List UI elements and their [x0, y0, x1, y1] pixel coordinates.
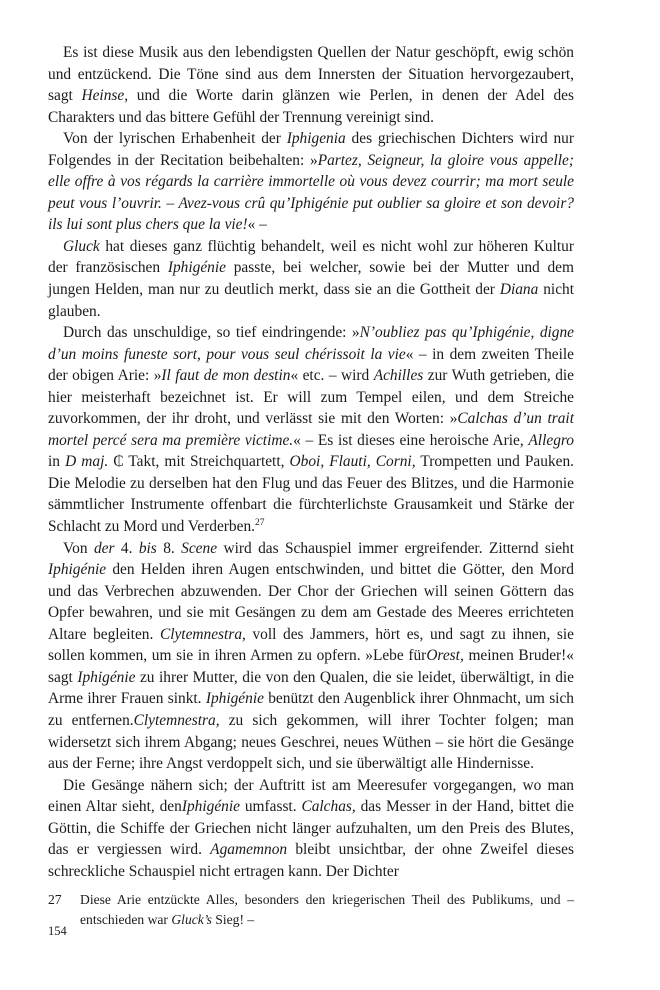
italic-text: Clytemnestra, [133, 711, 220, 729]
text-run: Es ist diese Musik aus den lebendigsten Quellen der Natur geschöpft, ewig schön und entzückend. Die Töne sind aus dem Innersten der Situation hervorgezaubert, sagt [48, 44, 574, 105]
text-run: « – Es ist dieses eine heroische Arie, [293, 431, 529, 449]
paragraph [48, 128, 574, 236]
text-run: passte, bei welcher, sowie bei der Mutter und dem jungen Helden, man nur zu deutlich merkt, dass sie an die Gottheit der [48, 259, 574, 299]
italic-text: bis [138, 539, 157, 557]
text-run: ₵ Takt, mit Streichquartett, [108, 453, 290, 471]
text-run: Trompetten und Pauken. Die Melodie zu derselben hat den Flug und das Feuer des Blitzes, und die Harmonie sämmtlicher Instrumente offenbart die fürchterlichste Grausamkeit und Stärke der Schlacht zu Mord und Verderben. [48, 453, 575, 536]
italic-text: Calchas, [301, 798, 356, 816]
text-run: 8. [156, 539, 182, 557]
paragraph [48, 775, 574, 883]
italic-text: Diana [499, 281, 539, 299]
text-run: Die Gesänge nähern sich; der Auftritt ist am Meeresufer vorgegangen, wo man einen Altar sieht, den [48, 776, 574, 816]
page-number: 154 [48, 924, 67, 938]
text-run: wird das Schauspiel immer ergreifender. Zitternd sieht [217, 539, 574, 557]
italic-text: Heinse, [81, 87, 129, 105]
italic-text: Agamemnon [210, 841, 288, 859]
italic-text: D maj. [65, 453, 109, 471]
italic-text: Gluck [63, 237, 100, 255]
text-run: das Messer in der Hand, bittet die Göttin, die Schiffe der Griechen nicht länger aufzuhalten, um den Preis des Blutes, das er vergiessen wird. [48, 798, 575, 859]
text-run: 4. [114, 539, 139, 557]
italic-text: Iphigénie [48, 561, 107, 579]
italic-text: Achilles [373, 367, 424, 385]
text-run: voll des Jammers, hört es, und sagt zu ihnen, sie sollen kommen, um sie in ihren Armen zu opfern. »Lebe für [48, 625, 574, 665]
text-run: und die Worte darin glänzen wie Perlen, in denen der Adel des Charakters und das bittere Gefühl der Trennung vereinigt sind. [48, 87, 574, 126]
paragraph [48, 42, 574, 128]
text-run: bleibt unsichtbar, der ohne Zweifel dieses schreckliche Schauspiel nicht ertragen kann. Der Dichter [48, 841, 574, 880]
text-run: Durch das unschuldige, so tief eindringende: » [63, 324, 360, 342]
text-run: umfasst. [239, 798, 302, 816]
text-run: des griechischen Dichters wird nur Folgendes in der Recitation beibehalten: » [48, 130, 574, 169]
italic-text: der [93, 539, 115, 557]
text-run: zur Wuth getrieben, die hier meisterhaft bezeichnet ist. Er will zum Tempel eilen, und dem Streiche zuvorkommen, der ihr droht, und verlässt sie mit den Worten: » [48, 367, 575, 428]
italic-text: Il faut de mon destin [161, 367, 291, 385]
italic-text: Iphigénie [167, 259, 226, 277]
text-run: Sieg! – [211, 911, 255, 927]
text-run: in [48, 453, 66, 471]
text-run: Diese Arie entzückte Alles, besonders den kriegerischen Theil des Publikums, und – entschieden war [80, 892, 574, 927]
paragraph [48, 322, 574, 537]
text-run: « – in dem zweiten Theile der obigen Arie: » [48, 345, 574, 385]
italic-text: Allegro [528, 431, 574, 449]
italic-text: Iphigénie [205, 690, 264, 708]
italic-text: Scene [181, 539, 218, 557]
paragraph [48, 236, 574, 322]
italic-text: Iphigenia [286, 130, 346, 148]
italic-text: Gluck’s [171, 911, 212, 927]
text-run: Von der lyrischen Erhabenheit der [63, 130, 287, 148]
footnote-number: 27 [48, 892, 62, 908]
paragraph [48, 538, 574, 775]
text-run: zu ihrer Mutter, die von den Qualen, die sie leidet, überwältigt, in die Arme ihrer Frauen sinkt. [48, 668, 575, 708]
footnote [48, 890, 574, 929]
italic-text: Calchas d’un trait mortel percé sera ma première victime. [48, 410, 574, 449]
text-run: zu sich gekommen, will ihrer Tochter folgen; man widersetzt sich ihrem Abgang; neues Geschrei, neues Wüthen – sie hört die Gesänge aus der Ferne; ihre Angst verdoppelt sich, und sie überwältigt alle Hindernisse. [48, 711, 574, 773]
footnote-area [48, 890, 574, 929]
italic-text: Oboi, Flauti, Corni, [289, 453, 416, 471]
main-text [48, 42, 574, 882]
italic-text: Iphigénie [77, 668, 136, 686]
text-run: Von [63, 539, 94, 557]
italic-text: Iphigénie [181, 798, 240, 816]
footnote-ref: 27 [255, 517, 265, 528]
footnote-text [80, 890, 574, 929]
italic-text: N’oubliez pas qu’Iphigénie, digne d’un moins funeste sort, pour vous seul chérissoit la vie [48, 324, 575, 363]
italic-text: Partez, Seigneur, la gloire vous appelle; elle offre à vos régards la carrière immortelle où vous devez courrir; ma mort seule peut vous l’ouvrir. – Avez-vous crû qu’Iphigénie put oublier sa gloire et son devoir? ils lui sont plus chers que la vie! [48, 151, 574, 234]
page-body [48, 42, 574, 929]
italic-text: Orest, [426, 647, 464, 665]
text-run: hat dieses ganz flüchtig behandelt, weil es nicht wohl zur höheren Kultur der französischen [48, 237, 574, 277]
italic-text: Clytemnestra, [159, 625, 246, 643]
text-run: benützt den Augenblick ihrer Ohnmacht, um sich zu entfernen. [48, 690, 574, 729]
text-run: « etc. – wird [290, 367, 374, 385]
text-run: « – [247, 216, 267, 234]
text-run: meinen Bruder!« sagt [48, 647, 574, 686]
text-run: nicht glauben. [48, 281, 574, 320]
text-run: den Helden ihren Augen entschwinden, und bittet die Götter, den Mord und das Verbrechen abzuwenden. Der Chor der Griechen will seinen Göttern das Opfer bewahren, und sie mit Gesängen zu dem am Gestade des Meeres errichteten Altare begleiten. [48, 561, 574, 643]
